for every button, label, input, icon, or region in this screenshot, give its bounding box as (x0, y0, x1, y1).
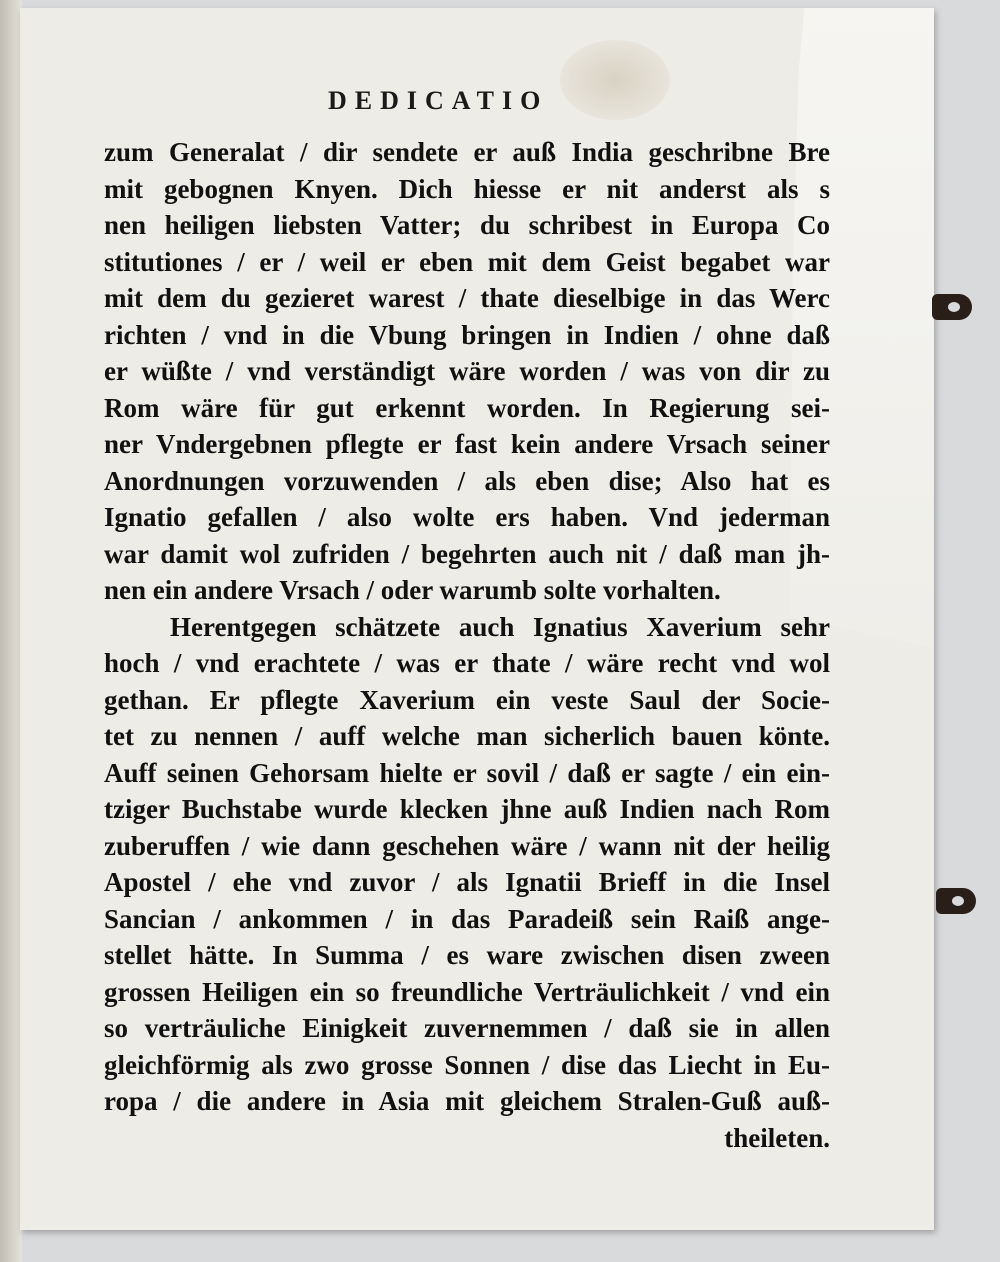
text-line: gleichförmig als zwo grosse Sonnen / dise das Liecht in Eu- (104, 1049, 830, 1080)
text-line: ropa / die andere in Asia mit gleichem Stralen-Guß auß- (104, 1086, 830, 1116)
book-spine-edge (0, 0, 22, 1262)
text-line: hoch / vnd erachtete / was er thate / wäre recht vnd wol (104, 648, 830, 678)
text-line: tet zu nennen / auff welche man sicherlich bauen könte. (104, 721, 830, 751)
text-line: so verträuliche Einigkeit zuvernemmen / daß sie in allen (104, 1013, 830, 1043)
clasp-icon (932, 294, 972, 320)
text-line: Anordnungen vorzuwenden / als eben dise; Also hat es (104, 465, 830, 496)
page-stain (560, 40, 670, 120)
text-line: ner Vndergebnen pflegte er fast kein andere Vrsach seiner (104, 429, 830, 459)
text-line: zum Generalat / dir sendete er auß India geschribne Bre (104, 137, 830, 167)
text-line: theileten. (724, 1122, 830, 1153)
text-line: Sancian / ankommen / in das Paradeiß sein Raiß ange- (104, 903, 830, 934)
text-line: stellet hätte. In Summa / es ware zwischen disen zween (104, 940, 830, 970)
text-line: richten / vnd in die Vbung bringen in Indien / ohne daß (104, 319, 830, 350)
text-line: er wüßte / vnd verständigt wäre worden / was von dir zu (104, 356, 830, 386)
body-text (104, 134, 830, 1156)
text-line: gethan. Er pflegte Xaverium ein veste Saul der Socie- (104, 684, 830, 715)
text-line: mit dem du gezieret warest / thate dieselbige in das Werc (104, 283, 830, 313)
text-line: Apostel / ehe vnd zuvor / als Ignatii Brieff in die Insel (104, 867, 830, 897)
running-header: DEDICATIO (328, 86, 549, 115)
text-line: Auff seinen Gehorsam hielte er sovil / daß er sagte / ein ein- (104, 757, 830, 788)
text-line: grossen Heiligen ein so freundliche Verträulichkeit / vnd ein (104, 976, 830, 1007)
text-line: stitutiones / er / weil er eben mit dem Geist begabet war (104, 246, 830, 277)
text-line: zuberuffen / wie dann geschehen wäre / wann nit der heilig (104, 830, 830, 861)
text-line: nen heiligen liebsten Vatter; du schribest in Europa Co (104, 210, 830, 240)
clasp-icon (936, 888, 976, 914)
text-line: tziger Buchstabe wurde klecken jhne auß Indien nach Rom (104, 794, 830, 824)
text-line: mit gebognen Knyen. Dich hiesse er nit anderst als s (104, 173, 830, 204)
text-line: Ignatio gefallen / also wolte ers haben. Vnd jederman (104, 502, 830, 532)
text-line: Herentgegen schätzete auch Ignatius Xaverium sehr (170, 611, 830, 642)
text-line: Rom wäre für gut erkennt worden. In Regierung sei- (104, 392, 830, 423)
text-line: nen ein andere Vrsach / oder warumb solte vorhalten. (104, 575, 721, 605)
text-line: war damit wol zufriden / begehrten auch nit / daß man jh- (104, 538, 830, 569)
